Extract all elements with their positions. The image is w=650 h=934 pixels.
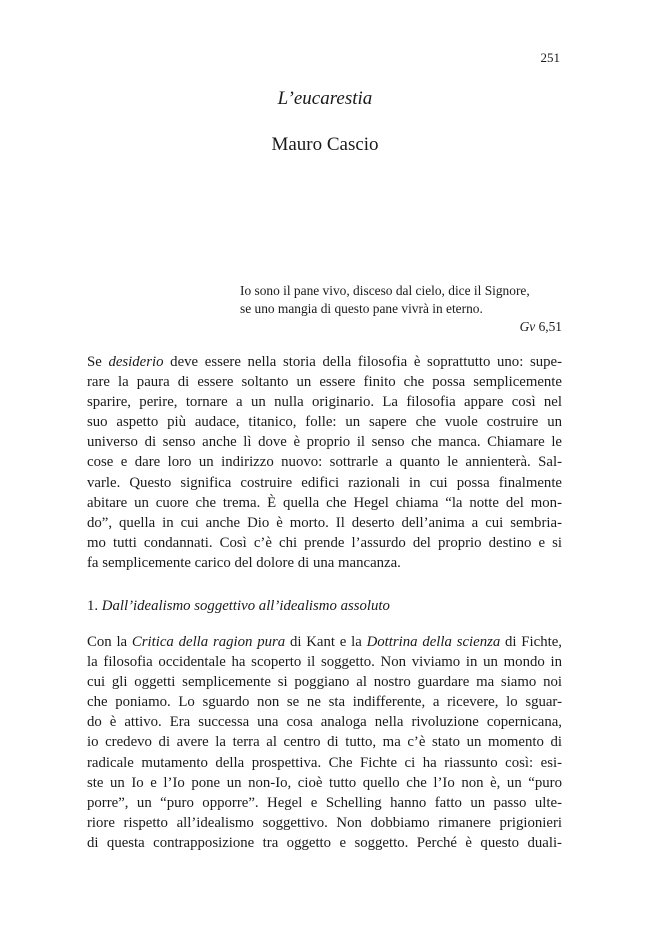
emphasis: Critica della ragion pura [131,634,286,650]
text-line: do”, quella in cui anche Dio è morto. Il deserto dell’anima a cui sembria- [87,514,562,531]
text-line: radicale mutamento della prospettiva. Che Fichte ci ha riassunto così: esi- [87,754,562,771]
text-line: cose e dare loro un indirizzo nuovo: sottrarle a quanto le annienterà. Sal- [87,454,562,471]
text-line: Se desiderio deve essere nella storia della filosofia è soprattutto uno: supe- [87,354,563,370]
text-line: do è attivo. Era successa una cosa analoga nella rivoluzione copernicana, [87,714,562,731]
emphasis: Dottrina della scienza [366,634,501,650]
epigraph-source-ref: 6,51 [538,319,562,334]
text-line: di questa contrapposizione tra oggetto e soggetto. Perché è questo duali- [87,834,562,851]
intro-paragraph [87,352,562,573]
epigraph [240,282,562,336]
section-number: 1. [87,598,102,614]
text-line: mo tutti condannati. Così c’è chi prende l’assurdo del proprio destino e si [87,534,562,551]
text-line: rare la paura di essere soltanto un essere finito che possa semplicemente [87,374,562,391]
text-line: riore rispetto all’idealismo soggettivo. Non dobbiamo rimanere prigionieri [87,814,562,831]
epigraph-source-book: Gv [519,319,536,334]
body-paragraph [87,632,562,853]
text-line: che poniamo. Lo sguardo non se ne sta indifferente, a ricevere, lo sguar- [87,694,562,711]
text-line: ste un Io e l’Io pone un non-Io, cioè tutto quello che l’Io non è, un “puro [87,774,562,791]
text-line: suo aspetto più audace, titanico, folle: un sapere che vuole costruire un [87,414,562,431]
text-line: porre”, un “puro opporre”. Hegel e Schelling hanno fatto un passo ulte- [87,794,562,811]
text-line: la filosofia occidentale ha scoperto il soggetto. Non viviamo in un mondo in [87,654,562,671]
section-heading [87,598,390,615]
epigraph-quote [240,282,562,318]
article-author: Mauro Cascio [271,134,379,155]
text-line: Con la Critica della ragion pura di Kant e la Dottrina della scienza di Fichte, [87,634,562,650]
epigraph-line: se uno mangia di questo pane vivrà in eterno. [240,301,483,316]
emphasis: desiderio [108,354,164,370]
text-line: cui gli oggetti semplicemente si poggiano al nostro guardare ma siamo noi [87,674,562,691]
text-line: io credevo di avere la terra al centro di tutto, ma c’è stato un momento di [87,734,562,751]
section-title: Dall’idealismo soggettivo all’idealismo assoluto [101,598,390,614]
text-line: abitare un cuore che trema. È quella che Hegel chiama “la notte del mon- [87,494,562,511]
epigraph-line: Io sono il pane vivo, disceso dal cielo, dice il Signore, [240,283,530,298]
article-title: L’eucarestia [277,88,373,109]
text-line: varle. Questo significa costruire edifici razionali in cui possa finalmente [87,474,562,491]
epigraph-source [240,318,562,336]
text-line: fa semplicemente carico del dolore di una mancanza. [87,554,401,571]
text-line: universo di senso anche lì dove è proprio il senso che manca. Chiamare le [87,434,562,451]
text-line: sparire, perire, tornare a un nulla originario. La filosofia appare così nel [87,394,562,411]
page-number: 251 [540,50,560,65]
